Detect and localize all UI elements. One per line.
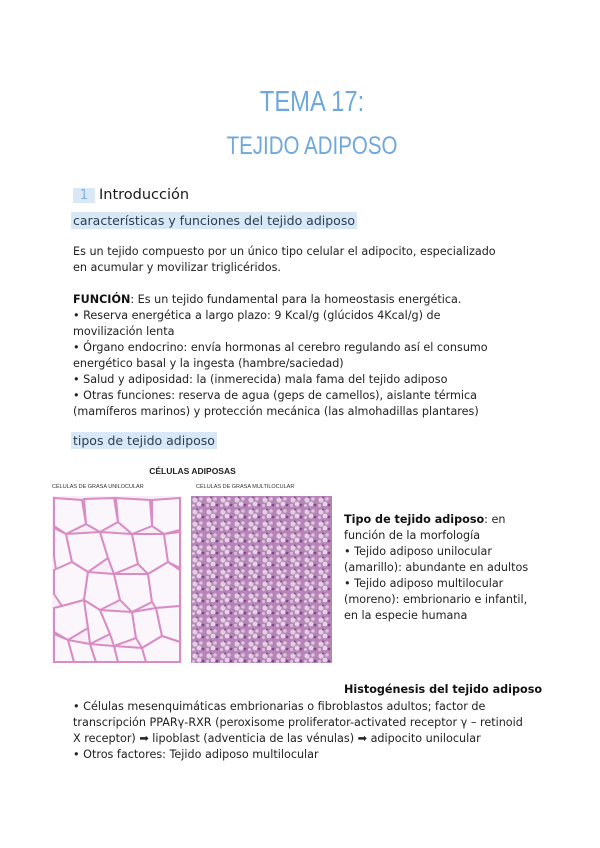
- subheading-types: tipos de tejido adiposo: [73, 433, 215, 448]
- histogenesis-heading: Histogénesis del tejido adiposo: [344, 683, 543, 696]
- section-title: Introducción: [99, 187, 190, 203]
- function-block: [73, 292, 513, 420]
- subheading-functions: características y funciones del tejido adiposo: [73, 213, 355, 228]
- page-subtitle: TEJIDO ADIPOSO: [226, 132, 398, 160]
- function-bullet: • Reserva energética a largo plazo: 9 Kcal/g (glúcidos 4Kcal/g) de movilización lenta: [73, 309, 441, 338]
- figure-label-multilocular: CÉLULAS DE GRASA MULTILOCULAR: [196, 484, 295, 490]
- page-title: TEMA 17:: [259, 86, 365, 118]
- figure-title: CÉLULAS ADIPOSAS: [149, 466, 236, 476]
- function-text: : Es un tejido fundamental para la homeostasis energética.: [130, 293, 462, 306]
- tissue-types-suffix: : en función de la morfología: [344, 513, 506, 542]
- function-bullet: • Salud y adiposidad: la (inmerecida) mala fama del tejido adiposo: [73, 373, 448, 386]
- function-bullet: • Órgano endocrino: envía hormonas al cerebro regulando así el consumo energético basal y la ingesta (hambre/saciedad): [73, 341, 488, 370]
- tissue-type-item: • Tejido adiposo unilocular (amarillo): abundante en adultos: [344, 545, 529, 574]
- unilocular-micrograph: [52, 496, 182, 663]
- intro-paragraph: Es un tejido compuesto por un único tipo celular el adipocito, especializado en acumular y movilizar triglicéridos.: [73, 245, 496, 274]
- tissue-type-item: • Tejido adiposo multilocular (moreno): embrionario e infantil, en la especie humana: [344, 577, 528, 622]
- section-number: 1: [73, 188, 95, 203]
- tissue-types: [344, 512, 544, 624]
- function-bullet: • Otras funciones: reserva de agua (geps de camellos), aislante térmica (mamíferos marinos) y protección mecánica (las almohadillas plantares): [73, 389, 479, 418]
- figure-label-unilocular: CÉLULAS DE GRASA UNILOCULAR: [52, 484, 144, 490]
- histogenesis-item: • Otros factores: Tejido adiposo multilocular: [73, 748, 319, 761]
- multilocular-micrograph: [191, 496, 332, 663]
- tissue-types-label: Tipo de tejido adiposo: [344, 513, 485, 526]
- histogenesis-block: [73, 699, 523, 763]
- function-line: [73, 292, 513, 308]
- function-label: FUNCIÓN: [73, 293, 131, 306]
- section-heading: [73, 187, 189, 203]
- tissue-types-intro: [344, 512, 544, 544]
- histogenesis-item: • Células mesenquimáticas embrionarias o fibroblastos adultos; factor de transcripción PPARγ-RXR (peroxisome proliferator-activated receptor γ – retinoid X receptor) ➡ lipoblast (adventicia de las vénulas) ➡ adipocito unilocular: [73, 700, 523, 745]
